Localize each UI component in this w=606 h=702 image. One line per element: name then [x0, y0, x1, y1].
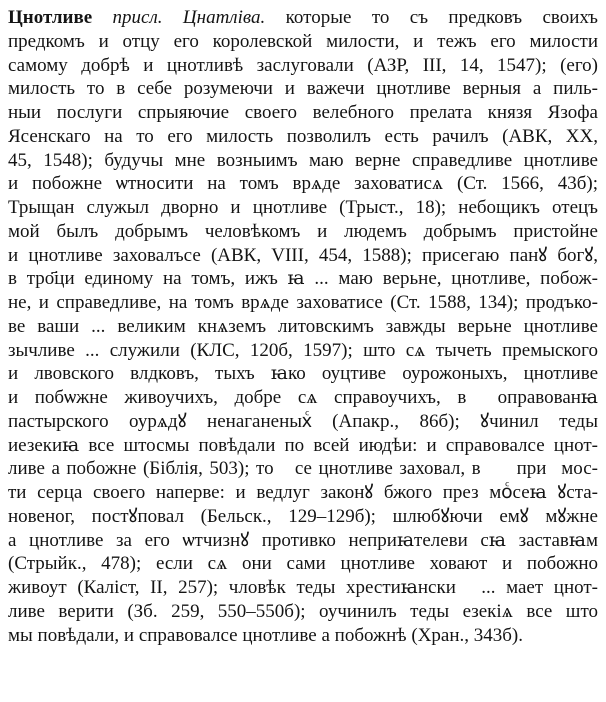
entry-line: мой былъ добрымъ человѣкомъ и людемъ добрымъ пристойне	[8, 220, 598, 242]
entry-line: и побожне ѡтносити на томъ врѧде заховатисѧ (Ст. 1566, 43б);	[8, 173, 598, 195]
entry-first-line-text: которые то съ предковъ своихъ	[265, 7, 598, 28]
entry-line: иезекиꙗ все штосмы повѣдали по всей июдѣи: и справовалсе цнот-	[8, 434, 598, 456]
entry-line: (Стрыйк., 478); если сѧ они сами цнотливе ховают и побожно	[8, 553, 598, 575]
entry-line: самому добрѣ и цнотливѣ заслуговали (АЗР, III, 14, 1547); (его)	[8, 54, 598, 76]
entry-line: мы повѣдали, и справовалсе цнотливе а побожнѣ (Хран., 343б).	[8, 624, 524, 646]
entry-line: не, и справедливе, на томъ врѧде заховатисе (Ст. 1588, 134); продъко-	[8, 292, 598, 313]
entry-grammar-label: присл. Цнатліва.	[112, 7, 266, 28]
entry-line: и лвовского влдковъ, тыхъ ꙗко оуцтиве оурожоныхъ, цнотливе	[8, 363, 598, 385]
entry-line: Трыщан служыл дворно и цнотливе (Трыст., 18); небощикъ отецъ	[8, 197, 598, 218]
entry-line: милость то в себе розумеючи и важечи цнотливе верныя а пиль-	[8, 78, 598, 100]
entry-line: 45, 1548); будучы мне возныимъ маю верне справедливе цнотливе	[8, 149, 598, 171]
entry-line: пастырского оурѧдꙋ ненаганеныхⷭ (Апакр., 86б); ꙋчинил теды	[8, 410, 598, 432]
entry-line: и побѡжне живоучихъ, добре сѧ справоучихъ, вⷭ оправованꙗ	[8, 387, 598, 408]
entry-line: новеног, постꙋповал (Бельск., 129–129б); шлюбꙋючи емꙋ мꙋжне	[8, 505, 598, 527]
entry-line: ти серца своего наперве: и ведлуг законꙋ бжого през моⷭсеꙗ ꙋста-	[8, 482, 598, 503]
dictionary-entry	[8, 6, 598, 647]
entry-line: ливе а побожне (Біблія, 503); тоⷭ се цнотливе заховал, вⷭ ꙋприⷭмос-	[8, 458, 598, 480]
entry-line: ливе верити (Зб. 259, 550–550б); оучинилъ теды езекiѧ все што	[8, 600, 598, 622]
entry-line: а цнотливе за его ѡтчизнꙋ противко неприꙗтелеви сꙗ заставꙗм	[8, 529, 598, 551]
entry-line: в тро҃ци единому на томъ, ижъ ꙗ ... маю верьне, цнотливе, побож-	[8, 268, 598, 290]
entry-line: живоут (Каліст, II, 257); чловѣк теды хрестиꙗнскиⷭ ... мает цнот-	[8, 577, 598, 598]
entry-line: Ясенскаго на то его милость позволилъ есть рачилъ (АВК, XX,	[8, 125, 598, 147]
entry-line: предкомъ и отцу его королевской милости, и тежъ его милости	[8, 30, 598, 52]
entry-line: ныи послуги спрыяючие своего велебного прелата князя Язофа	[8, 102, 598, 123]
entry-line: зычливе ... служили (КЛС, 120б, 1597); што сѧ тычеть премыского	[8, 339, 598, 361]
entry-headword: Цнотливе	[8, 7, 93, 28]
entry-line: ве ваши ... великим кнѧземъ литовскимъ завжды верьне цнотливе	[8, 315, 598, 337]
entry-line: и цнотливе заховалъсе (АВК, VIII, 454, 1588); присегаю панꙋ богꙋ,	[8, 244, 598, 266]
entry-first-line	[8, 6, 598, 30]
